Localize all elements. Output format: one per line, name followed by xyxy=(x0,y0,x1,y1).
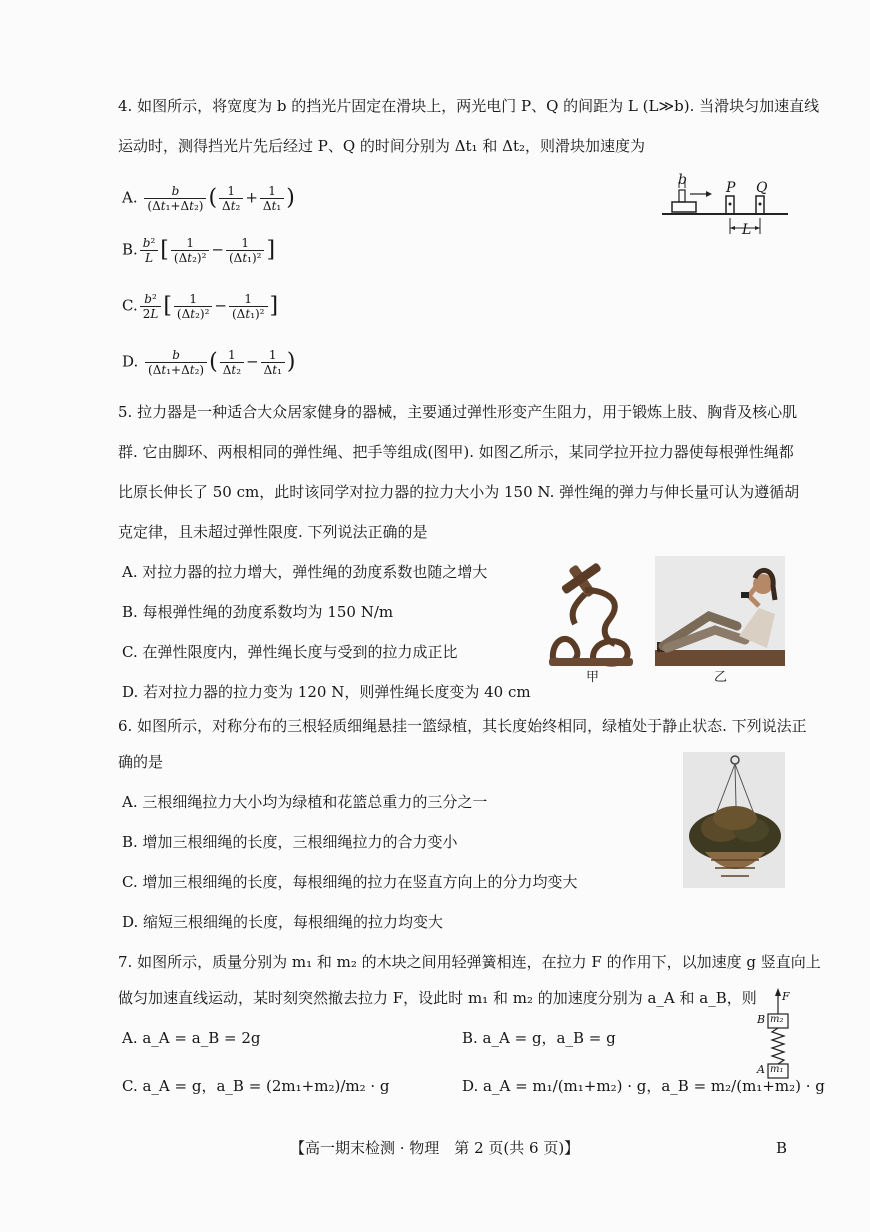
q5-figure-yi xyxy=(655,556,785,666)
q5-stem-line4: 克定律，且未超过弹性限度. 下列说法正确的是 xyxy=(118,523,428,541)
q6-option-c[interactable]: C. 增加三根细绳的长度，每根细绳的拉力在竖直方向上的分力均变大 xyxy=(122,873,578,891)
q6-figure-hanging-basket xyxy=(683,752,785,888)
fig-label-f: F xyxy=(782,990,790,1003)
q6-option-b[interactable]: B. 增加三根细绳的长度，三根细绳拉力的合力变小 xyxy=(122,833,458,851)
q4-option-b[interactable]: B. $\frac{\text{b²}}{L}$ [ $\frac{1}{\text{(Δt₂)²}}$ − $\frac{1}{\text{(Δt₁)²}}$ ] xyxy=(122,236,276,265)
fig-label-m1: m₁ xyxy=(770,1064,784,1075)
q5-stem-line1: 5. 拉力器是一种适合大众居家健身的器械，主要通过弹性形变产生阻力，用于锻炼上肢、胸背及核心肌 xyxy=(118,403,798,421)
q4-option-a[interactable]: A. $\frac{b}{\text{(Δt₁+Δt₂)}}$ ( $\frac{1}{\text{Δt₂}}$ + $\frac{1}{\text{Δt₁}}$ ) xyxy=(122,184,295,213)
q5-option-c[interactable]: C. 在弹性限度内，弹性绳长度与受到的拉力成正比 xyxy=(122,643,458,661)
q6-stem-line1: 6. 如图所示，对称分布的三根轻质细绳悬挂一篮绿植，其长度始终相同，绿植处于静止状态. 下列说法正 xyxy=(118,717,807,735)
q5-caption-yi: 乙 xyxy=(714,670,728,685)
paper-version: B xyxy=(776,1139,788,1157)
q4-stem-line1: 4. 如图所示，将宽度为 b 的挡光片固定在滑块上，两光电门 P、Q 的间距为 L (L≫b). 当滑块匀加速直线 xyxy=(118,97,820,115)
q5-option-b[interactable]: B. 每根弹性绳的劲度系数均为 150 N/m xyxy=(122,603,394,621)
fig-label-m2: m₂ xyxy=(770,1014,784,1025)
q5-figure-jia xyxy=(545,560,640,670)
fig-label-l: L xyxy=(742,222,752,238)
fig-label-b: b xyxy=(678,172,687,188)
q7-option-b[interactable]: B. a_A = g，a_B = g xyxy=(462,1029,616,1047)
fig-label-b-block: B xyxy=(757,1013,766,1026)
q5-option-d[interactable]: D. 若对拉力器的拉力变为 120 N，则弹性绳长度变为 40 cm xyxy=(122,683,531,701)
q7-stem-line1: 7. 如图所示，质量分别为 m₁ 和 m₂ 的木块之间用轻弹簧相连，在拉力 F 的作用下，以加速度 g 竖直向上 xyxy=(118,953,821,971)
q6-stem-line2: 确的是 xyxy=(118,753,164,771)
fig-label-a-block: A xyxy=(757,1063,765,1076)
q5-stem-line2: 群. 它由脚环、两根相同的弹性绳、把手等组成(图甲). 如图乙所示，某同学拉开拉力器使每根弹性绳都 xyxy=(118,443,794,461)
q5-stem-line3: 比原长伸长了 50 cm，此时该同学对拉力器的拉力大小为 150 N. 弹性绳的弹力与伸长量可认为遵循胡 xyxy=(118,483,800,501)
q5-option-a[interactable]: A. 对拉力器的拉力增大，弹性绳的劲度系数也随之增大 xyxy=(122,563,488,581)
q7-option-c[interactable]: C. a_A = g，a_B = (2m₁+m₂)/m₂ · g xyxy=(122,1077,390,1095)
q6-option-a[interactable]: A. 三根细绳拉力大小均为绿植和花篮总重力的三分之一 xyxy=(122,793,488,811)
q4-option-c[interactable]: C. $\frac{\text{b²}}{2L}$ [ $\frac{1}{\text{(Δt₂)²}}$ − $\frac{1}{\text{(Δt₁)²}}$ ] xyxy=(122,292,279,321)
q5-caption-jia: 甲 xyxy=(586,670,600,685)
q4-stem-line2: 运动时，测得挡光片先后经过 P、Q 的时间分别为 Δt₁ 和 Δt₂，则滑块加速度为 xyxy=(118,137,645,155)
q7-option-d[interactable]: D. a_A = m₁/(m₁+m₂) · g，a_B = m₂/(m₁+m₂) · g xyxy=(462,1077,825,1095)
q7-figure-spring-blocks xyxy=(756,988,796,1084)
q4-figure xyxy=(660,172,790,242)
q7-option-a[interactable]: A. a_A = a_B = 2g xyxy=(122,1029,261,1047)
fig-label-p: P xyxy=(726,180,736,196)
q4-option-d[interactable]: D. $\frac{b}{\text{(Δt₁+Δt₂)}}$ ( $\frac{1}{\text{Δt₂}}$ − $\frac{1}{\text{Δt₁}}$ ) xyxy=(122,348,296,377)
q7-stem-line2: 做匀加速直线运动，某时刻突然撤去拉力 F，设此时 m₁ 和 m₂ 的加速度分别为 a_A 和 a_B，则 xyxy=(118,989,757,1007)
page-footer: 【高一期末检测 · 物理 第 2 页(共 6 页)】 xyxy=(290,1139,580,1157)
q6-option-d[interactable]: D. 缩短三根细绳的长度，每根细绳的拉力均变大 xyxy=(122,913,444,931)
fig-label-q: Q xyxy=(756,180,768,196)
